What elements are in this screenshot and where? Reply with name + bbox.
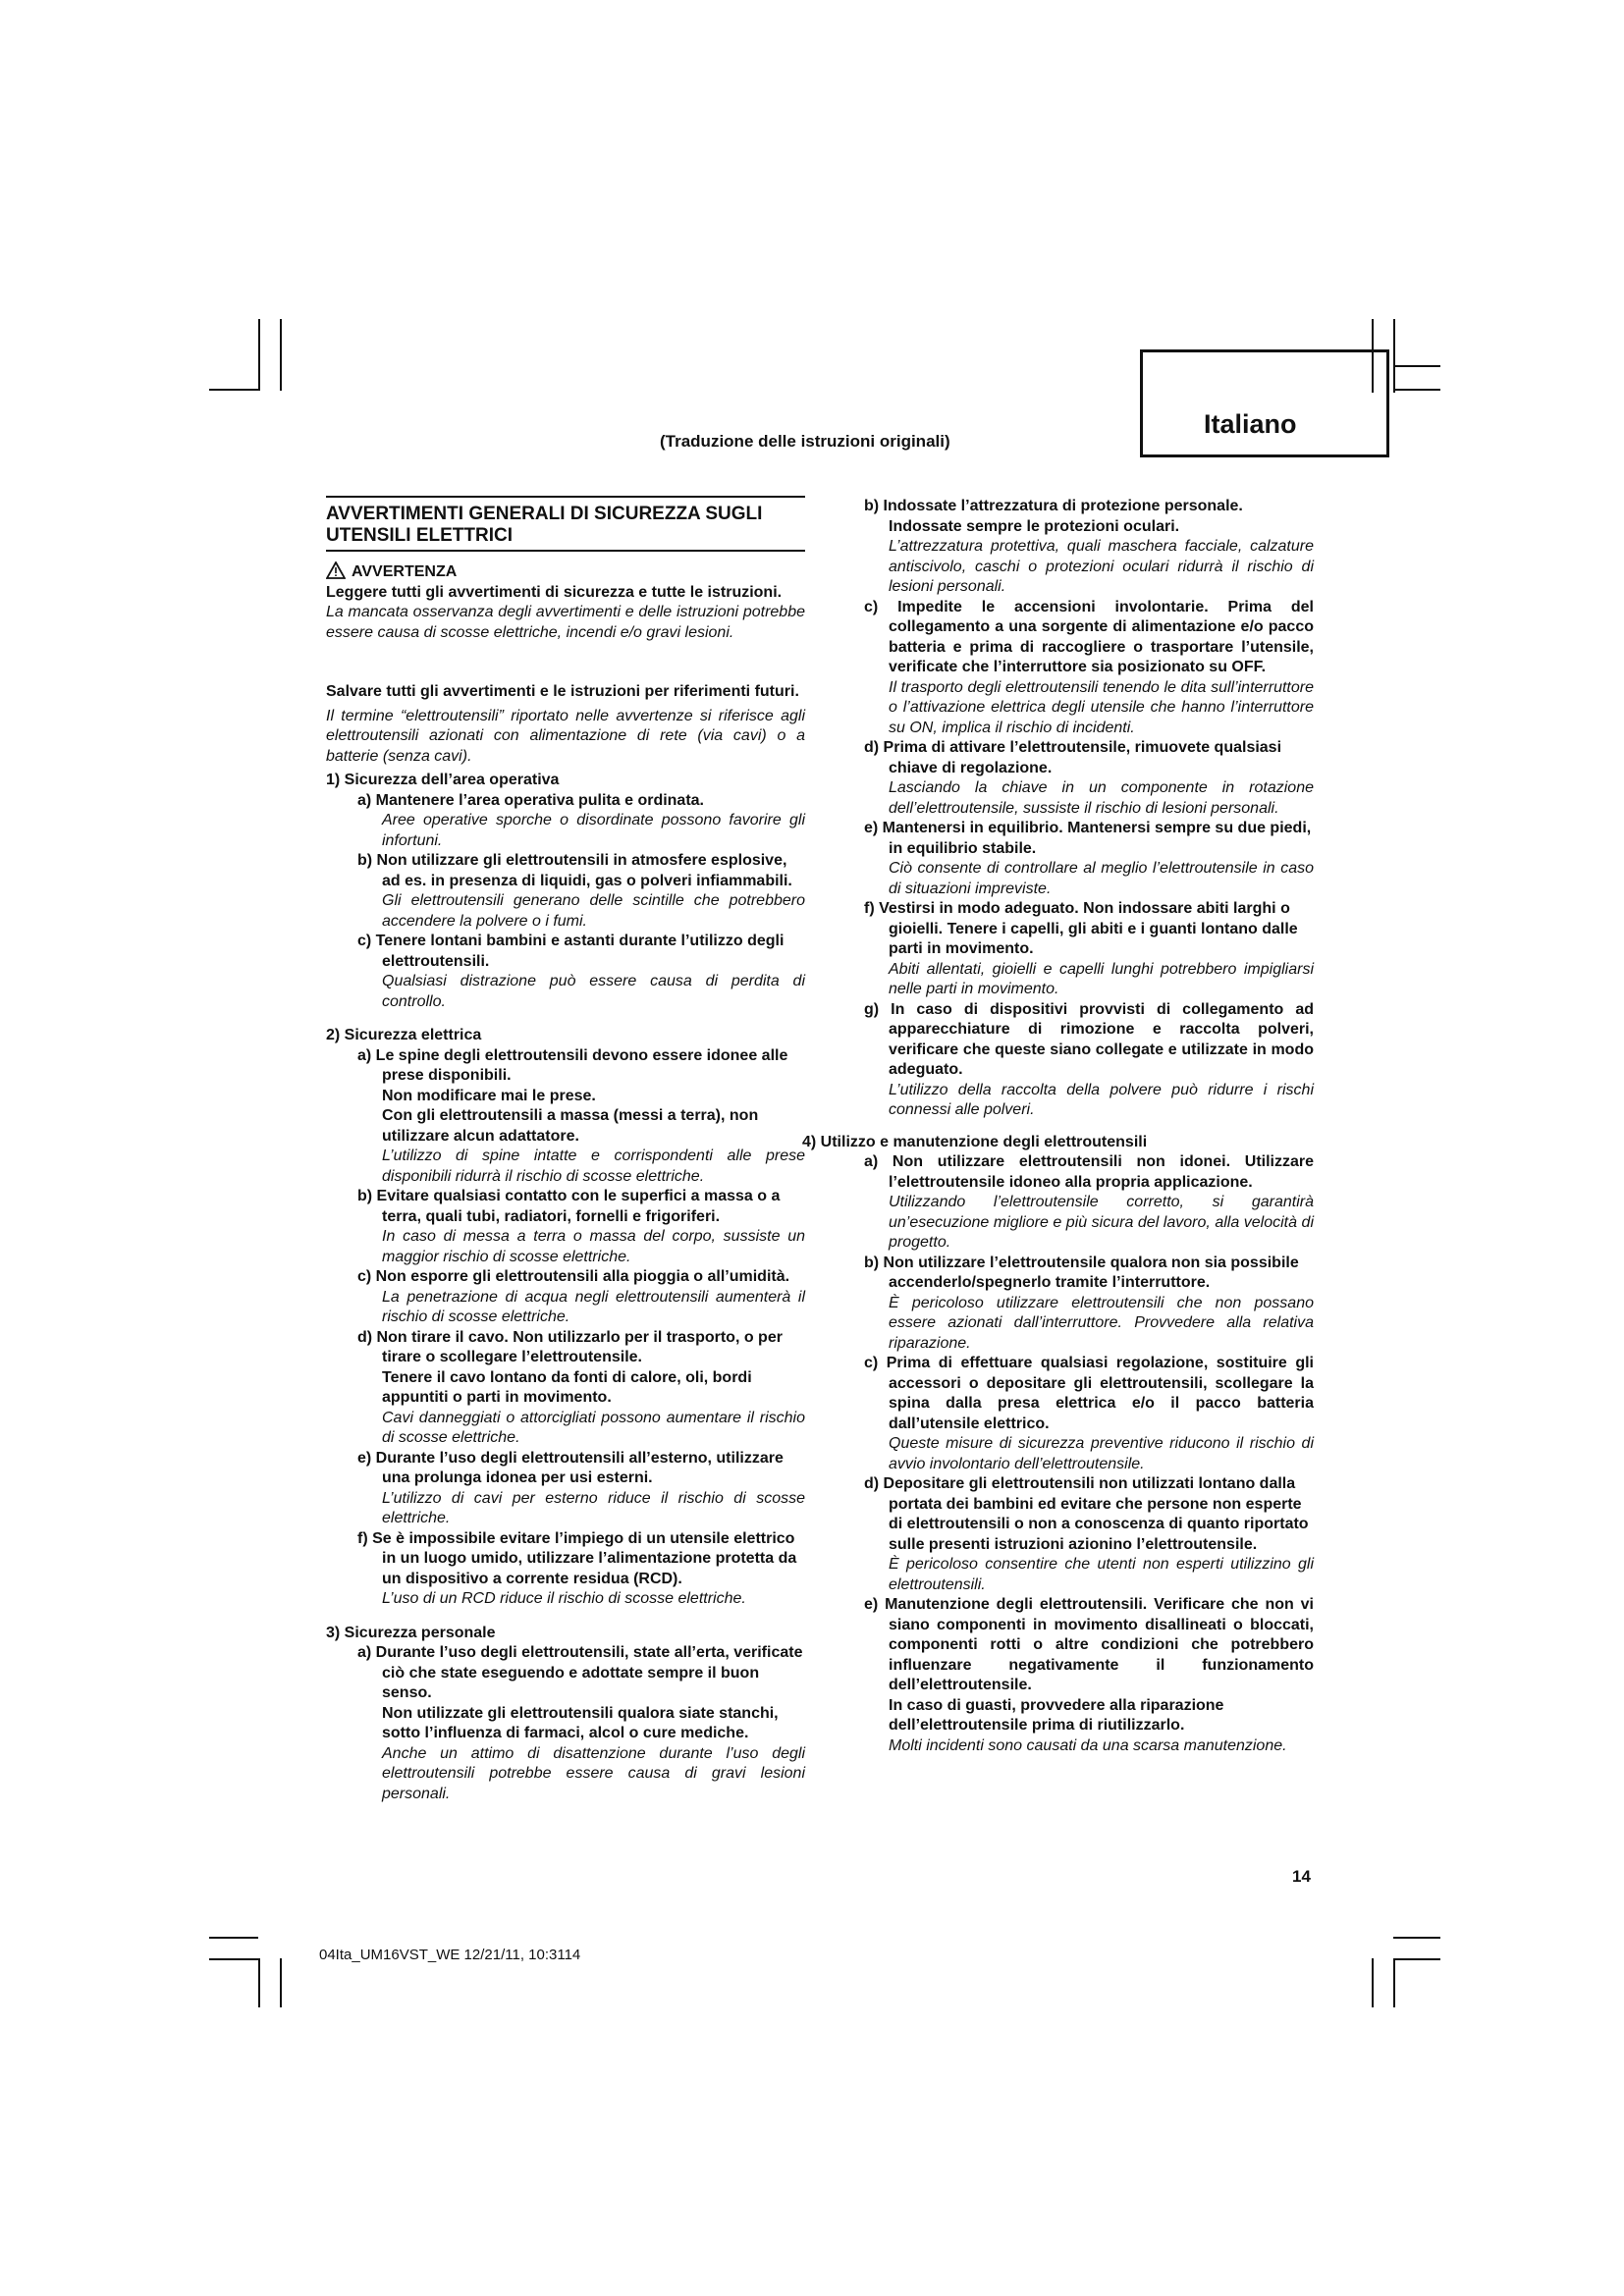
list-item-note: È pericoloso consentire che utenti non esperti utilizzino gli elettroutensili. [889, 1556, 1314, 1593]
crop-mark [258, 319, 260, 391]
list-item: f) Se è impossibile evitare l’impiego di un utensile elettrico in un luogo umido, utilizzare l’alimentazione protetta da un dispositivo a corrente residua (RCD). [357, 1529, 797, 1587]
section-heading: 2) Sicurezza elettrica [326, 1027, 482, 1043]
list-item-note: L’utilizzo di spine intatte e corrispondenti alle prese disponibili ridurrà il rischio di scosse elettriche. [382, 1148, 805, 1185]
section-heading: 3) Sicurezza personale [326, 1624, 496, 1641]
list-item: b) Non utilizzare l’elettroutensile qualora non sia possibile accenderlo/spegnerlo tramite l’interruttore. [864, 1254, 1299, 1291]
page-title: AVVERTIMENTI GENERALI DI SICUREZZA SUGLI UTENSILI ELETTRICI [326, 496, 805, 552]
list-item: f) Vestirsi in modo adeguato. Non indossare abiti larghi o gioielli. Tenere i capelli, gli abiti e i guanti lontano dalle parti in movimento. [864, 900, 1298, 957]
list-item: e) Mantenersi in equilibrio. Mantenersi sempre su due piedi, in equilibrio stabile. [864, 820, 1312, 857]
list-item-note: Abiti allentati, gioielli e capelli lunghi potrebbero impigliarsi nelle parti in movimento. [889, 960, 1314, 997]
warning-text: La mancata osservanza degli avvertimenti e delle istruzioni potrebbe essere causa di scosse elettriche, incendi e/o gravi lesioni. [326, 604, 805, 641]
list-item-note: Il trasporto degli elettroutensili tenendo le dita sull’interruttore o l’attivazione elettrica degli utensile che hanno l’interruttore su ON, implica il rischio di incidenti. [889, 678, 1314, 736]
list-item: b) Indossate l’attrezzatura di protezione personale. [864, 498, 1243, 514]
crop-mark [1393, 1958, 1440, 1960]
list-item-text: Non utilizzate gli elettroutensili qualora siate stanchi, sotto l’influenza di farmaci, alcol o cure mediche. [382, 1704, 779, 1741]
list-item-note: Cavi danneggiati o attorcigliati possono aumentare il rischio di scosse elettriche. [382, 1409, 805, 1446]
list-item: c) Non esporre gli elettroutensili alla pioggia o all’umidità. [357, 1268, 790, 1285]
crop-mark [1393, 389, 1440, 391]
crop-mark [1372, 1958, 1374, 2007]
page-number: 14 [1292, 1867, 1311, 1886]
list-item: d) Depositare gli elettroutensili non utilizzati lontano dalla portata dei bambini ed evitare che persone non esperte di elettroutensili o non a conoscenza di quanto riportato sulle presenti istruzioni azionino l’elettroutensile. [864, 1475, 1309, 1553]
crop-mark [1393, 1958, 1395, 2007]
warning-label: AVVERTENZA [352, 563, 458, 580]
list-item-note: Molti incidenti sono causati da una scarsa manutenzione. [889, 1736, 1287, 1754]
list-item-text: Con gli elettroutensili a massa (messi a terra), non utilizzare alcun adattatore. [382, 1107, 759, 1145]
list-item: b) Non utilizzare gli elettroutensili in atmosfere esplosive, ad es. in presenza di liquidi, gas o polveri infiammabili. [357, 852, 792, 889]
section-heading: 1) Sicurezza dell’area operativa [326, 772, 560, 788]
crop-mark [1393, 1937, 1440, 1939]
crop-mark [1393, 365, 1440, 367]
list-item: b) Evitare qualsiasi contatto con le superfici a massa o a terra, quali tubi, radiatori, fornelli e frigoriferi. [357, 1188, 781, 1225]
crop-mark [1393, 319, 1395, 393]
list-item-note: Anche un attimo di disattenzione durante l’uso degli elettroutensili potrebbe essere causa di gravi lesioni personali. [382, 1744, 805, 1802]
list-item-note: Qualsiasi distrazione può essere causa di perdita di controllo. [382, 973, 805, 1010]
list-item: d) Prima di attivare l’elettroutensile, rimuovete qualsiasi chiave di regolazione. [864, 739, 1282, 776]
warning-bold: Leggere tutti gli avvertimenti di sicurezza e tutte le istruzioni. [326, 583, 783, 601]
list-item: c) Impedite le accensioni involontarie. Prima del collegamento a una sorgente di alimentazione e/o pacco batteria e prima di raccogliere o trasportare l’utensile, verificate che l’interruttore sia posizionato su OFF. [864, 598, 1314, 675]
list-item-note: Utilizzando l’elettroutensile corretto, si garantirà un’esecuzione migliore e più sicura del lavoro, alla velocità di progetto. [889, 1194, 1314, 1251]
save-instructions: Salvare tutti gli avvertimenti e le istruzioni per riferimenti futuri. [326, 683, 799, 700]
list-item-note: Gli elettroutensili generano delle scintille che potrebbero accendere la polvere o i fumi. [382, 892, 805, 930]
list-item-note: L’utilizzo di cavi per esterno riduce il rischio di scosse elettriche. [382, 1489, 805, 1526]
list-item-note: L’uso di un RCD riduce il rischio di scosse elettriche. [382, 1590, 746, 1607]
section-heading: 4) Utilizzo e manutenzione degli elettroutensili [802, 1133, 1148, 1150]
crop-mark [209, 1937, 258, 1939]
list-item: a) Le spine degli elettroutensili devono essere idonee alle prese disponibili. [357, 1046, 788, 1084]
list-item-note: L’attrezzatura protettiva, quali maschera facciale, calzature antiscivolo, caschi o protezioni oculari ridurrà il rischio di lesioni personali. [889, 538, 1314, 595]
list-item: a) Non utilizzare elettroutensili non idonei. Utilizzare l’elettroutensile idoneo alla propria applicazione. [864, 1153, 1314, 1191]
list-item-note: In caso di messa a terra o massa del corpo, sussiste un maggior rischio di scosse elettriche. [382, 1228, 805, 1265]
list-item: a) Durante l’uso degli elettroutensili, state all’erta, verificate ciò che state eseguendo e adottate sempre il buon senso. [357, 1644, 803, 1701]
crop-mark [258, 1958, 260, 2007]
list-item: a) Mantenere l’area operativa pulita e ordinata. [357, 791, 704, 809]
list-item-note: Aree operative sporche o disordinate possono favorire gli infortuni. [382, 812, 805, 849]
list-item-text: In caso di guasti, provvedere alla riparazione dell’elettroutensile prima di riutilizzarlo. [889, 1696, 1224, 1734]
crop-mark [280, 319, 282, 391]
list-item-note: Lasciando la chiave in un componente in rotazione dell’elettroutensile, sussiste il rischio di lesioni personali. [889, 779, 1314, 817]
list-item-text: Indossate sempre le protezioni oculari. [889, 517, 1180, 535]
list-item: d) Non tirare il cavo. Non utilizzarlo per il trasporto, o per tirare o scollegare l’elettroutensile. [357, 1328, 783, 1365]
term-definition: Il termine “elettroutensili” riportato nelle avvertenze si riferisce agli elettroutensili azionati con alimentazione di rete (via cavi) o a batterie (senza cavi). [326, 707, 805, 765]
language-tab [1140, 349, 1389, 457]
crop-mark [209, 1958, 258, 1960]
list-item-text: Tenere il cavo lontano da fonti di calore, oli, bordi appuntiti o parti in movimento. [382, 1368, 752, 1406]
language-label: Italiano [1204, 409, 1297, 439]
list-item-note: L’utilizzo della raccolta della polvere può ridurre i rischi connessi alle polveri. [889, 1081, 1314, 1118]
list-item: c) Prima di effettuare qualsiasi regolazione, sostituire gli accessori o depositare gli elettroutensili, scollegare la spina dalla presa elettrica e/o il pacco batteria dall’utensile elettrico. [864, 1355, 1314, 1432]
left-column [326, 496, 805, 1804]
warning-heading [326, 561, 805, 583]
list-item-text: Non modificare mai le prese. [382, 1087, 596, 1104]
print-footer: 04Ita_UM16VST_WE 12/21/11, 10:3114 [319, 1947, 581, 1963]
right-column [802, 497, 1314, 1756]
crop-mark [209, 389, 258, 391]
list-item: e) Manutenzione degli elettroutensili. Verificare che non vi siano componenti in movimento disallineati o bloccati, componenti rotti o altre condizioni che potrebbero influenzare negativamente il funzionamento dell’elettroutensile. [864, 1596, 1314, 1693]
list-item: g) In caso di dispositivi provvisti di collegamento ad apparecchiature di rimozione e raccolta polveri, verificare che queste siano collegate e utilizzate in modo adeguato. [864, 1000, 1314, 1078]
subtitle: (Traduzione delle istruzioni originali) [660, 432, 950, 451]
crop-mark [280, 1958, 282, 2007]
list-item-note: Queste misure di sicurezza preventive riducono il rischio di avvio involontario dell’elettroutensile. [889, 1435, 1314, 1472]
list-item-note: La penetrazione di acqua negli elettroutensili aumenterà il rischio di scosse elettriche. [382, 1288, 805, 1325]
list-item: c) Tenere lontani bambini e astanti durante l’utilizzo degli elettroutensili. [357, 933, 785, 970]
list-item-note: Ciò consente di controllare al meglio l’elettroutensile in caso di situazioni impreviste. [889, 860, 1314, 897]
warning-triangle-icon [326, 561, 346, 579]
list-item: e) Durante l’uso degli elettroutensili all’esterno, utilizzare una prolunga idonea per usi esterni. [357, 1449, 784, 1486]
list-item-note: È pericoloso utilizzare elettroutensili che non possano essere azionati dall’interruttore. Provvedere alla relativa riparazione. [889, 1294, 1314, 1352]
